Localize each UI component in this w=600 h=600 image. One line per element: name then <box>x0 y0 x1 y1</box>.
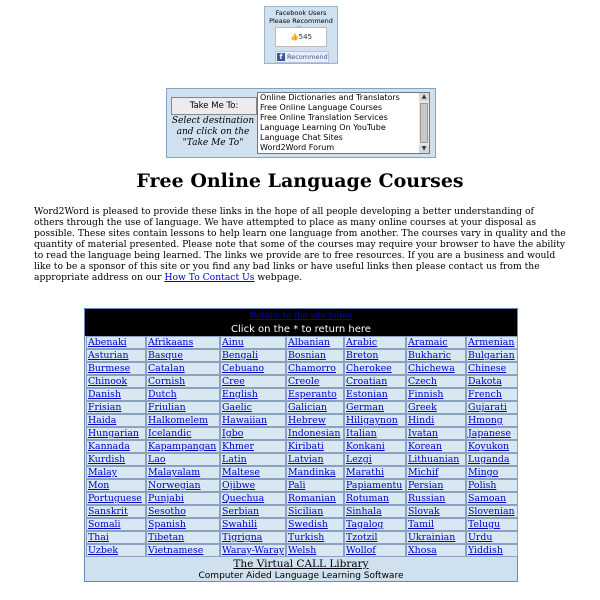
page-title: Free Online Language Courses <box>136 170 464 192</box>
language-link[interactable]: Sicilian <box>286 505 344 518</box>
language-link[interactable]: Ukrainian <box>406 531 466 544</box>
language-link[interactable]: Indonesian <box>286 427 344 440</box>
language-link[interactable]: Chichewa <box>406 362 466 375</box>
scroll-down-arrow-icon[interactable]: ▼ <box>419 145 429 153</box>
language-link[interactable]: Michif <box>406 466 466 479</box>
language-link[interactable]: Romanian <box>286 492 344 505</box>
language-link[interactable]: Telugu <box>466 518 518 531</box>
language-link[interactable]: Tzotzil <box>344 531 406 544</box>
language-link[interactable]: Hawaiian <box>220 414 286 427</box>
language-link[interactable]: Albanian <box>286 336 344 349</box>
language-link[interactable]: Igbo <box>220 427 286 440</box>
language-link[interactable]: Dakota <box>466 375 518 388</box>
language-link[interactable]: Yiddish <box>466 544 518 557</box>
facebook-prompt: Facebook Users Please Recommend <box>269 9 333 25</box>
language-link[interactable]: Wollof <box>344 544 406 557</box>
language-link[interactable]: Cree <box>220 375 286 388</box>
language-link[interactable]: Sinhala <box>344 505 406 518</box>
language-link[interactable]: Spanish <box>146 518 220 531</box>
language-link[interactable]: Polish <box>466 479 518 492</box>
language-link[interactable]: Papiamentu <box>344 479 406 492</box>
language-link[interactable]: German <box>344 401 406 414</box>
language-link[interactable]: Arabic <box>344 336 406 349</box>
language-link[interactable]: Abenaki <box>86 336 146 349</box>
language-link[interactable]: Norwegian <box>146 479 220 492</box>
language-link[interactable]: Serbian <box>220 505 286 518</box>
destination-listbox[interactable] <box>257 92 421 154</box>
take-me-to-instruction: Select destination and click on the "Take Me To" <box>171 116 255 148</box>
language-link[interactable]: Halkomelem <box>146 414 220 427</box>
language-link[interactable]: Uzbek <box>86 544 146 557</box>
language-link[interactable]: Cornish <box>146 375 220 388</box>
language-link[interactable]: Xhosa <box>406 544 466 557</box>
language-link[interactable]: Maltese <box>220 466 286 479</box>
language-link[interactable]: Samoan <box>466 492 518 505</box>
language-link[interactable]: Haida <box>86 414 146 427</box>
language-link[interactable]: Frisian <box>86 401 146 414</box>
language-link[interactable]: Latin <box>220 453 286 466</box>
language-link[interactable]: Swedish <box>286 518 344 531</box>
language-link[interactable]: Czech <box>406 375 466 388</box>
destination-option[interactable]: Free Online Translation Services <box>260 113 388 122</box>
destination-option[interactable]: Online Dictionaries and Translators <box>260 93 400 102</box>
language-link[interactable]: Cebuano <box>220 362 286 375</box>
intro-paragraph: Word2Word is pleased to provide these links in the hope of all people developing a better understanding of others through the use of language. We have attempted to place as many online courses at your disposal as possible. These sites contain lessons to help learn one language from another. The courses vary in quality and the quantity of material presented. Please note that some of the courses may require your browser to have the ability to read the language being learned. The links we provide are to free resources. If you are a business and would like to be a sponsor of this site or you find any bad links or have useful links then please contact us from the appropriate address on our How To Contact Us webpage. <box>34 206 566 283</box>
language-link[interactable]: Latvian <box>286 453 344 466</box>
language-link[interactable]: Kiribati <box>286 440 344 453</box>
language-link[interactable]: Ivatan <box>406 427 466 440</box>
language-link[interactable]: Dutch <box>146 388 220 401</box>
language-link[interactable]: Vietnamese <box>146 544 220 557</box>
language-link[interactable]: Malay <box>86 466 146 479</box>
language-link[interactable]: Khmer <box>220 440 286 453</box>
language-link[interactable]: Hmong <box>466 414 518 427</box>
language-link[interactable]: Turkish <box>286 531 344 544</box>
language-link[interactable]: Tamil <box>406 518 466 531</box>
destination-option[interactable]: Language Learning On YouTube <box>260 123 386 132</box>
language-link[interactable]: Urdu <box>466 531 518 544</box>
language-link[interactable]: Croatian <box>344 375 406 388</box>
language-link[interactable]: Lao <box>146 453 220 466</box>
language-link[interactable]: Icelandic <box>146 427 220 440</box>
language-link[interactable]: Kannada <box>86 440 146 453</box>
language-link[interactable]: Catalan <box>146 362 220 375</box>
language-link[interactable]: Portuguese <box>86 492 146 505</box>
language-link[interactable]: Welsh <box>286 544 344 557</box>
take-me-to-button[interactable]: Take Me To: <box>171 97 257 115</box>
language-link[interactable]: French <box>466 388 518 401</box>
language-link[interactable]: Creole <box>286 375 344 388</box>
language-link[interactable]: Breton <box>344 349 406 362</box>
language-link[interactable]: Japanese <box>466 427 518 440</box>
language-link[interactable]: Ainu <box>220 336 286 349</box>
language-link[interactable]: Mandinka <box>286 466 344 479</box>
language-link[interactable]: Sesotho <box>146 505 220 518</box>
language-link[interactable]: Finnish <box>406 388 466 401</box>
language-grid <box>85 336 517 557</box>
language-link[interactable]: Ojibwe <box>220 479 286 492</box>
language-link[interactable]: Chinese <box>466 362 518 375</box>
language-link[interactable]: Kurdish <box>86 453 146 466</box>
language-link[interactable]: Aramaic <box>406 336 466 349</box>
language-link[interactable]: Gujarati <box>466 401 518 414</box>
language-link[interactable]: Hebrew <box>286 414 344 427</box>
language-link[interactable]: Bulgarian <box>466 349 518 362</box>
language-link[interactable]: Galician <box>286 401 344 414</box>
facebook-recommend-widget <box>264 6 338 64</box>
language-link[interactable]: Slovenian <box>466 505 518 518</box>
language-link[interactable]: Basque <box>146 349 220 362</box>
language-link[interactable]: Hiligaynon <box>344 414 406 427</box>
language-link[interactable]: Persian <box>406 479 466 492</box>
language-link[interactable]: Rotuman <box>344 492 406 505</box>
language-link[interactable]: Mingo <box>466 466 518 479</box>
language-link[interactable]: English <box>220 388 286 401</box>
language-link[interactable]: Hindi <box>406 414 466 427</box>
language-link[interactable]: Esperanto <box>286 388 344 401</box>
scroll-thumb[interactable] <box>420 103 428 143</box>
language-link[interactable]: Gaelic <box>220 401 286 414</box>
thumbs-up-icon: 👍 <box>289 33 299 41</box>
language-link[interactable]: Tibetan <box>146 531 220 544</box>
language-link[interactable]: Chinook <box>86 375 146 388</box>
language-link[interactable]: Bosnian <box>286 349 344 362</box>
virtual-call-library-link[interactable]: The Virtual CALL Library <box>85 557 517 571</box>
language-link[interactable]: Chamorro <box>286 362 344 375</box>
language-link[interactable]: Mon <box>86 479 146 492</box>
language-link[interactable]: Tagalog <box>344 518 406 531</box>
language-link[interactable]: Armenian <box>466 336 518 349</box>
language-link[interactable]: Tigrigna <box>220 531 286 544</box>
facebook-like-count[interactable]: 👍 545 <box>275 27 327 47</box>
language-link[interactable]: Danish <box>86 388 146 401</box>
virtual-call-library-subtitle: Computer Aided Language Learning Software <box>198 571 404 581</box>
language-link[interactable]: Swahili <box>220 518 286 531</box>
language-link[interactable]: Cherokee <box>344 362 406 375</box>
destination-option[interactable]: Word2Word Forum <box>260 143 335 152</box>
language-link[interactable]: Asturian <box>86 349 146 362</box>
language-link[interactable]: Sanskrit <box>86 505 146 518</box>
language-link[interactable]: Malayalam <box>146 466 220 479</box>
language-link[interactable]: Bengali <box>220 349 286 362</box>
take-me-to-panel <box>166 88 436 158</box>
language-link[interactable]: Waray-Waray <box>222 545 285 556</box>
language-link[interactable]: Koyukon <box>466 440 518 453</box>
contact-us-link[interactable]: How To Contact Us <box>164 272 255 283</box>
language-link[interactable]: Konkani <box>344 440 406 453</box>
destination-option[interactable]: Free Online Language Courses <box>260 103 382 112</box>
language-link[interactable]: Bukharic <box>406 349 466 362</box>
language-link[interactable]: Somali <box>86 518 146 531</box>
language-link[interactable]: Luganda <box>466 453 518 466</box>
language-link[interactable]: Russian <box>406 492 466 505</box>
language-link[interactable]: Pali <box>286 479 344 492</box>
language-link[interactable]: Slovak <box>406 505 466 518</box>
language-link[interactable]: Marathi <box>344 466 406 479</box>
language-link[interactable]: Burmese <box>86 362 146 375</box>
language-table <box>84 308 518 582</box>
facebook-recommend-button[interactable]: f Recommend <box>275 51 329 63</box>
language-link[interactable]: Lezgi <box>344 453 406 466</box>
site-index-link[interactable]: Return to the site index <box>85 309 517 323</box>
destination-option[interactable]: Language Chat Sites <box>260 133 343 142</box>
language-link[interactable]: Greek <box>406 401 466 414</box>
language-link[interactable]: Punjabi <box>146 492 220 505</box>
language-link[interactable]: Italian <box>344 427 406 440</box>
language-link[interactable]: Korean <box>406 440 466 453</box>
language-link[interactable]: Friulian <box>146 401 220 414</box>
language-link[interactable]: Thai <box>86 531 146 544</box>
scroll-up-arrow-icon[interactable]: ▲ <box>419 93 429 101</box>
language-link[interactable]: Kapampangan <box>146 440 220 453</box>
return-instruction: Click on the * to return here <box>85 323 517 336</box>
destination-scrollbar[interactable] <box>419 92 430 154</box>
language-link[interactable]: Estonian <box>344 388 406 401</box>
language-link[interactable]: Quechua <box>220 492 286 505</box>
language-link[interactable]: Afrikaans <box>146 336 220 349</box>
facebook-logo-icon: f <box>277 53 285 61</box>
language-link[interactable]: Lithuanian <box>406 453 466 466</box>
language-link[interactable]: Hungarian <box>86 427 146 440</box>
